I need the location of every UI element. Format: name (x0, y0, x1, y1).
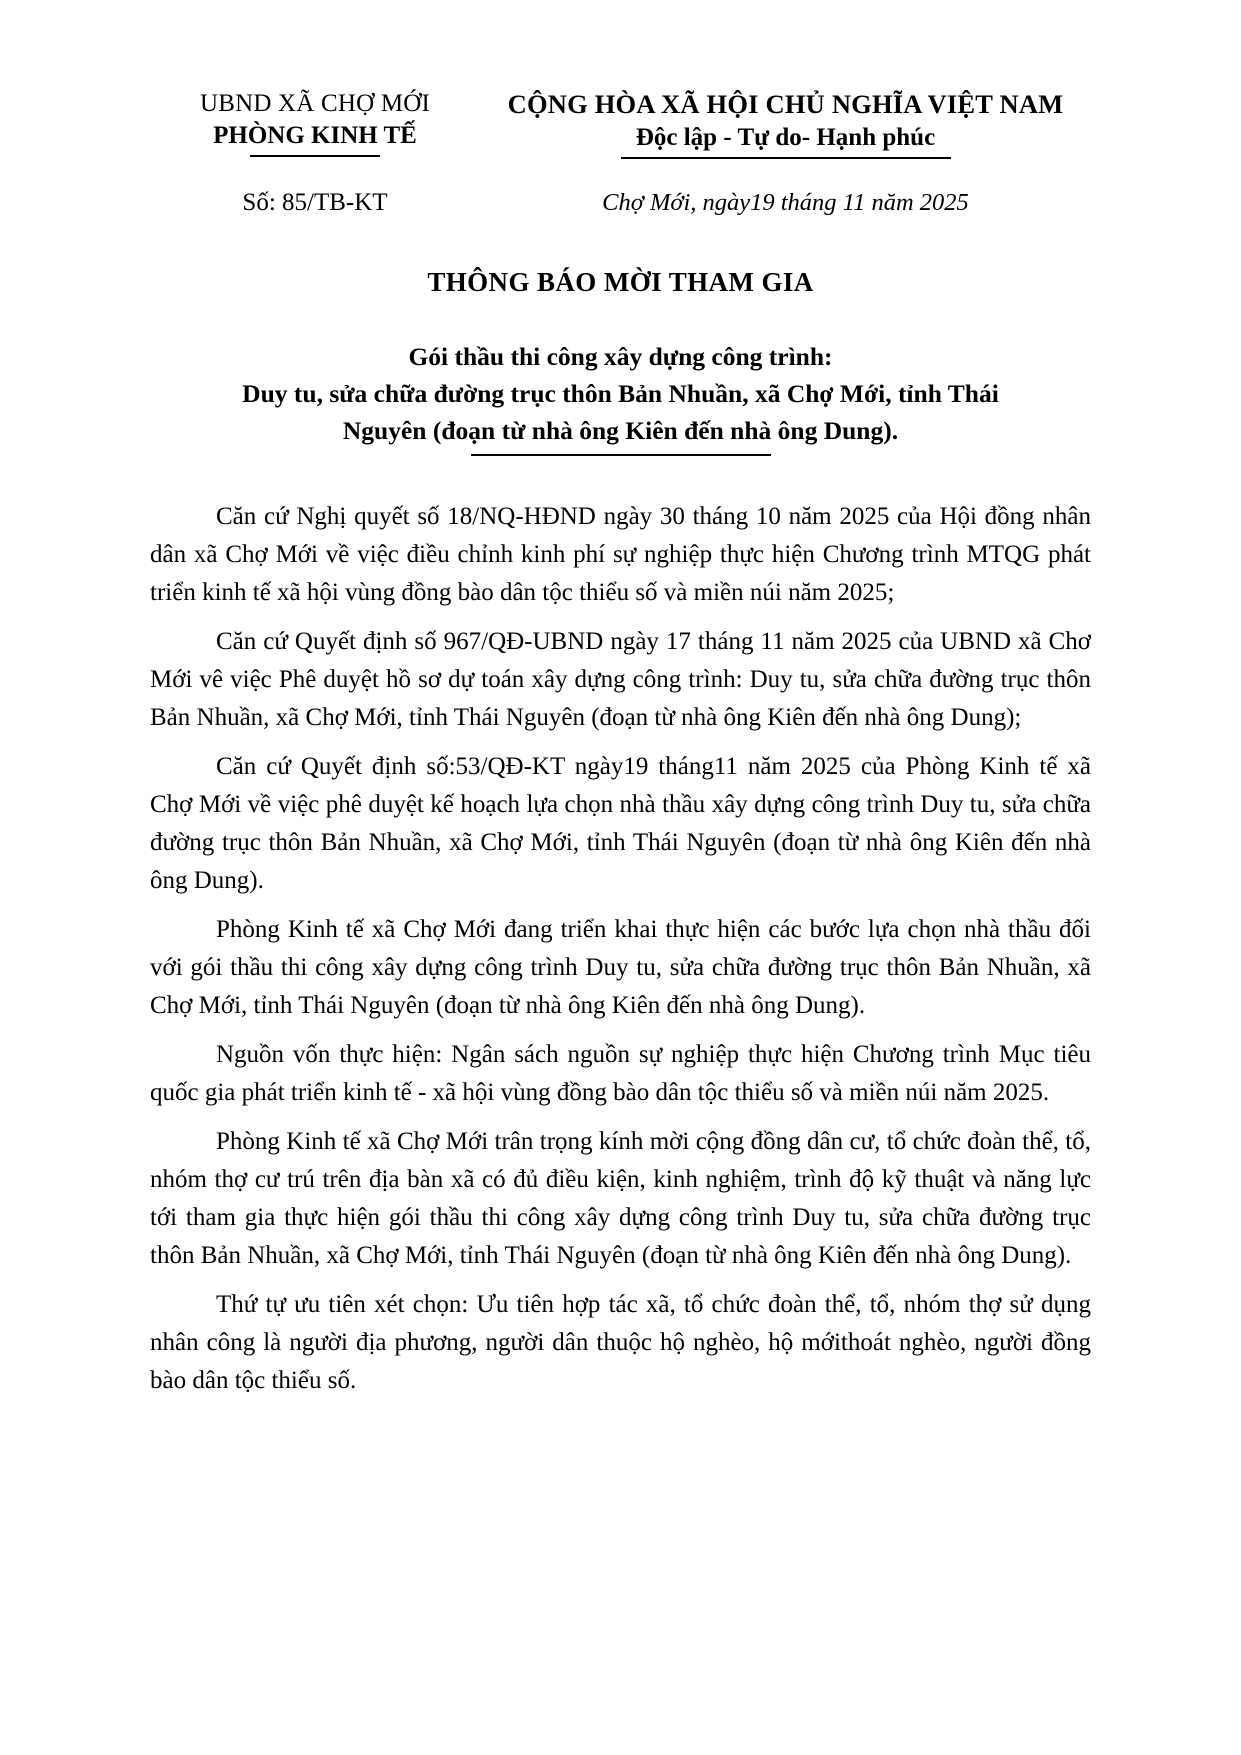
page-title: THÔNG BÁO MỜI THAM GIA (427, 266, 814, 297)
national-motto: Độc lập - Tự do- Hạnh phúc (635, 123, 936, 151)
subtitle-line-2: Duy tu, sửa chữa đường trục thôn Bản Nhuần, xã Chợ Mới, tỉnh Thái (242, 379, 999, 409)
subtitle-underline (471, 454, 771, 456)
issuing-authority-underline (250, 155, 380, 157)
body-paragraph: Căn cứ Quyết định số:53/QĐ-KT ngày19 tháng11 năm 2025 của Phòng Kinh tế xã Chợ Mới về việc phê duyệt kế hoạch lựa chọn nhà thầu xây dựng công trình Duy tu, sửa chữa đường trục thôn Bản Nhuần, xã Chợ Mới, tỉnh Thái Nguyên (đoạn từ nhà ông Kiên đến nhà ông Dung). (150, 752, 1091, 894)
body-paragraph: Phòng Kinh tế xã Chợ Mới trân trọng kính mời cộng đồng dân cư, tổ chức đoàn thể, tổ, nhóm thợ cư trú trên địa bàn xã có đủ điều kiện, kinh nghiệm, trình độ kỹ thuật và năng lực tới tham gia thực hiện gói thầu thi công xây dựng công trình Duy tu, sửa chữa đường trục thôn Bản Nhuần, xã Chợ Mới, tỉnh Thái Nguyên (đoạn từ nhà ông Kiên đến nhà ông Dung). (150, 1127, 1091, 1269)
subtitle-line-3: Nguyên (đoạn từ nhà ông Kiên đến nhà ông Dung). (342, 416, 899, 446)
body-paragraph: Thứ tự ưu tiên xét chọn: Ưu tiên hợp tác xã, tổ chức đoàn thể, tổ, nhóm thợ sử dụng nhân công là người địa phương, người dân thuộc hộ nghèo, hộ mớithoát nghèo, người đồng bào dân tộc thiểu số. (150, 1290, 1091, 1394)
body-paragraph: Căn cứ Nghị quyết số 18/NQ-HĐND ngày 30 tháng 10 năm 2025 của Hội đồng nhân dân xã Chợ Mới về việc điều chỉnh kinh phí sự nghiệp thực hiện Chương trình MTQG phát triển kinh tế xã hội vùng đồng bào dân tộc thiểu số và miền núi năm 2025; (150, 502, 1091, 606)
document-subtitle (150, 338, 1091, 456)
number-date-row (150, 189, 1091, 217)
document-number: Số: 85/TB-KT (242, 188, 388, 216)
national-heading-block (480, 88, 1091, 159)
issuing-authority-parent: UBND XÃ CHỢ MỚI (199, 90, 431, 117)
place-and-date: Chợ Mới, ngày19 tháng 11 năm 2025 (602, 188, 969, 216)
national-name: CỘNG HÒA XÃ HỘI CHỦ NGHĨA VIỆT NAM (507, 89, 1064, 119)
issuing-authority-department: PHÒNG KINH TẾ (213, 122, 417, 149)
body-paragraph: Phòng Kinh tế xã Chợ Mới đang triển khai thực hiện các bước lựa chọn nhà thầu đối với gói thầu thi công xây dựng công trình Duy tu, sửa chữa đường trục thôn Bản Nhuần, xã Chợ Mới, tỉnh Thái Nguyên (đoạn từ nhà ông Kiên đến nhà ông Dung). (150, 915, 1091, 1019)
national-motto-underline (621, 157, 951, 159)
subtitle-line-1: Gói thầu thi công xây dựng công trình: (408, 341, 833, 371)
body-paragraph: Nguồn vốn thực hiện: Ngân sách nguồn sự nghiệp thực hiện Chương trình Mục tiêu quốc gia phát triển kinh tế - xã hội vùng đồng bào dân tộc thiểu số và miền núi năm 2025. (150, 1040, 1091, 1106)
document-body (150, 498, 1091, 1400)
body-paragraph: Căn cứ Quyết định số 967/QĐ-UBND ngày 17 tháng 11 năm 2025 của UBND xã Chơ Mới vê việc Phê duyệt hồ sơ dự toán xây dựng công trình: Duy tu, sửa chữa đường trục thôn Bản Nhuần, xã Chợ Mới, tỉnh Thái Nguyên (đoạn từ nhà ông Kiên đến nhà ông Dung); (150, 627, 1091, 731)
document-header (150, 88, 1091, 159)
issuing-authority-block (150, 88, 480, 157)
